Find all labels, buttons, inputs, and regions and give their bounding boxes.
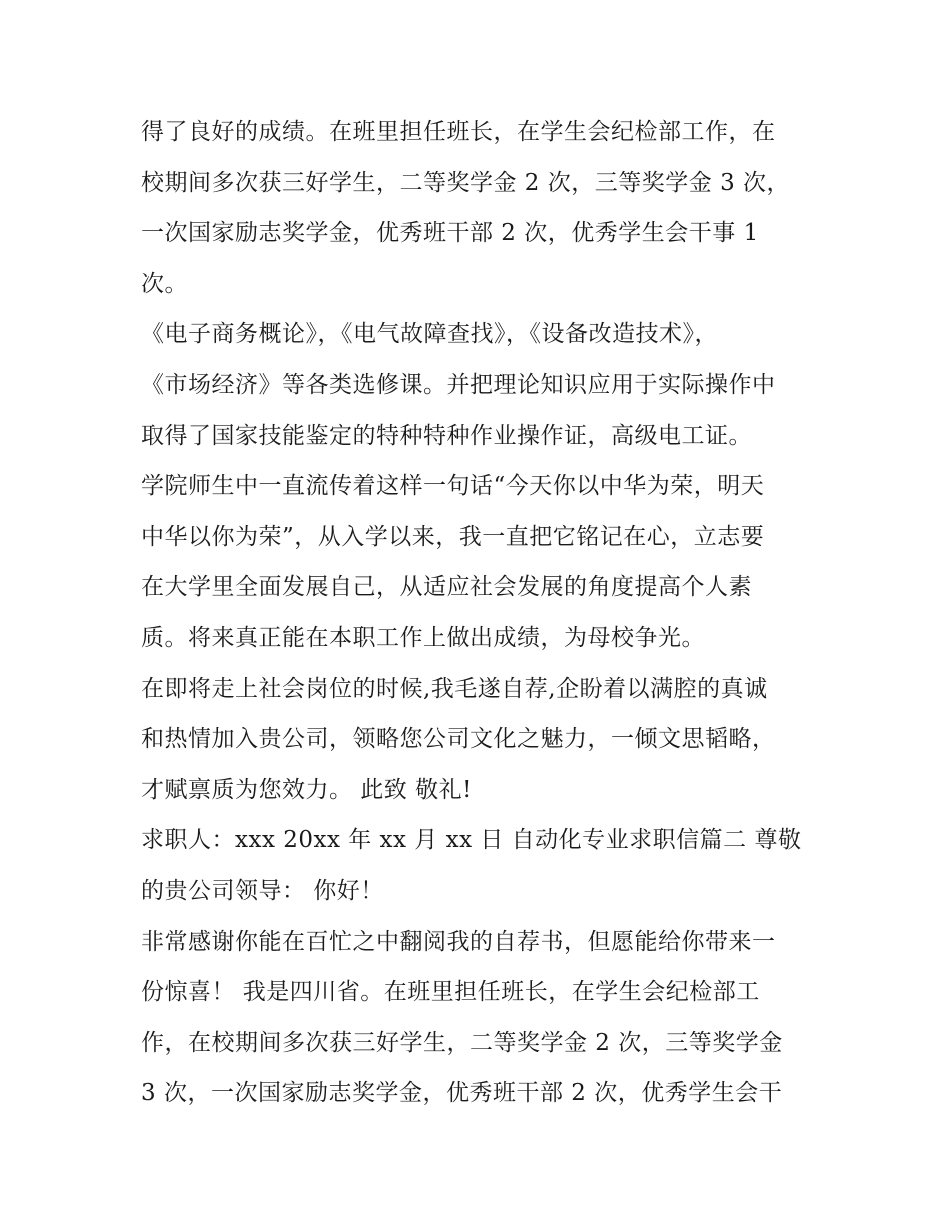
text-line: 作，在校期间多次获三好学生，二等奖学金 2 次，三等奖学金: [141, 1029, 783, 1056]
text-line: 的贵公司领导： 你好！: [141, 877, 384, 904]
text-line: 非常感谢你能在百忙之中翻阅我的自荐书，但愿能给你带来一: [141, 928, 776, 955]
text-line: 和热情加入贵公司，领略您公司文化之魅力，一倾文思韬略，: [141, 726, 776, 753]
text-line: 一次国家励志奖学金，优秀班干部 2 次，优秀学生会干事 1: [141, 220, 759, 247]
text-line: 《市场经济》等各类选修课。并把理论知识应用于实际操作中: [141, 371, 776, 398]
text-line: 才赋禀质为您效力。 此致 敬礼!: [141, 776, 472, 803]
text-line: 在大学里全面发展自己，从适应社会发展的角度提高个人素: [141, 574, 752, 601]
text-line: 求职人：xxx 20xx 年 xx 月 xx 日 自动化专业求职信篇二 尊敬: [141, 827, 802, 854]
body-text: [141, 107, 821, 1119]
text-line: 3 次，一次国家励志奖学金，优秀班干部 2 次，优秀学生会干: [141, 1080, 783, 1107]
text-line: 份惊喜！ 我是四川省。在班里担任班长，在学生会纪检部工: [141, 979, 760, 1006]
text-line: 《电子商务概论》，《电气故障查找》，《设备改造技术》，: [141, 321, 718, 348]
text-line: 中华以你为荣”，从入学以来，我一直把它铭记在心，立志要: [141, 523, 765, 550]
text-line: 取得了国家技能鉴定的特种特种作业操作证，高级电工证。: [141, 422, 752, 449]
text-line: 得了良好的成绩。在班里担任班长，在学生会纪检部工作，在: [141, 119, 776, 145]
text-line: 次。: [141, 270, 188, 297]
text-line: 在即将走上社会岗位的时候,我毛遂自荐,企盼着以满腔的真诚: [141, 675, 768, 702]
text-line: 质。将来真正能在本职工作上做出成绩，为母校争光。: [141, 624, 705, 651]
text-line: 学院师生中一直流传着这样一句话“今天你以中华为荣，明天: [141, 473, 765, 500]
text-line: 校期间多次获三好学生，二等奖学金 2 次，三等奖学金 3 次，: [141, 169, 791, 196]
